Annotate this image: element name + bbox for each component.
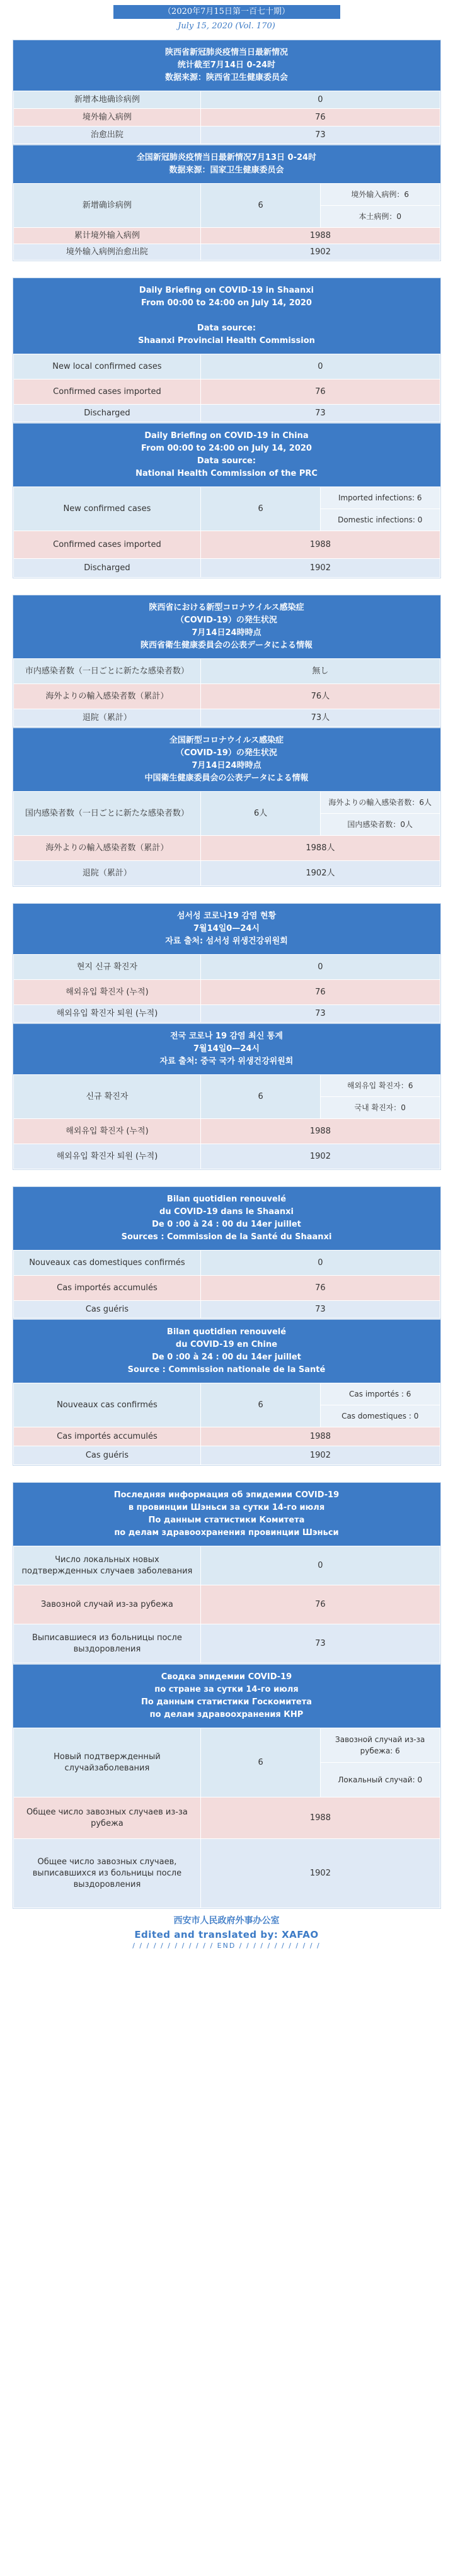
header-line: 数据来源：国家卫生健康委员会 [169, 166, 284, 175]
stat-row [13, 980, 440, 1005]
stat-value: 1988 [201, 531, 440, 559]
stat-row [13, 127, 440, 144]
china-briefing-header [13, 1024, 440, 1074]
shaanxi-briefing-header [13, 904, 440, 954]
shaanxi-briefing-card [13, 40, 441, 145]
stat-row [13, 354, 440, 380]
stat-row [13, 1276, 440, 1301]
imported-subvalue: Imported infections: 6 [320, 487, 440, 509]
header-line: 자료 출처: 섬서성 위생건강위원회 [165, 936, 288, 946]
header-line: Shaanxi Provincial Health Commission [138, 336, 315, 346]
stat-value: 6 [201, 184, 321, 228]
stat-row [13, 1005, 440, 1023]
shaanxi-briefing-header [13, 1187, 440, 1250]
header-line: 全国新型コロナウイルス感染症 [169, 736, 284, 745]
header-line: 섬서성 코로나19 감염 현황 [176, 911, 277, 921]
stat-value: 1902 [201, 1446, 440, 1465]
new-cases-row [13, 792, 440, 814]
stat-label: Nouveaux cas domestiques confirmés [13, 1251, 201, 1276]
header-line: Daily Briefing on COVID-19 in China [144, 431, 309, 441]
china-briefing-header [13, 1665, 440, 1728]
stat-label: 新增本地确诊病例 [13, 91, 201, 109]
china-stats-table [13, 791, 440, 886]
stat-value: 0 [201, 1546, 440, 1585]
stat-label: Выписавшиеся из больницы после выздоровления [13, 1624, 201, 1663]
stat-label: Завозной случай из-за рубежа [13, 1585, 201, 1624]
imported-subvalue: 境外输入病例：6 [320, 184, 440, 206]
china-briefing-card [13, 1664, 441, 1909]
footer-editor-credit: Edited and translated by: XAFAO [134, 1929, 319, 1940]
stat-row [13, 955, 440, 980]
header-line: По данным статистики Комитета [148, 1516, 305, 1525]
stat-row [13, 405, 440, 422]
new-cases-row [13, 1383, 440, 1405]
section-ru [0, 1482, 453, 1909]
header-line: Source : Commission nationale de la Santé [127, 1365, 326, 1375]
stat-value: 76人 [201, 684, 440, 709]
stat-row [13, 228, 440, 244]
shaanxi-briefing-card [13, 1482, 441, 1664]
stat-row [13, 1144, 440, 1169]
stat-row [13, 1251, 440, 1276]
header-line: 7月14日24時時点 [192, 628, 261, 638]
shaanxi-stats-table [13, 354, 440, 422]
shaanxi-briefing-header [13, 595, 440, 658]
china-briefing-header [13, 424, 440, 487]
stat-value: 73人 [201, 709, 440, 727]
stat-value: 76 [201, 109, 440, 127]
header-line: в провинции Шэньси за сутки 14-го июля [128, 1503, 325, 1512]
stat-label: 海外よりの輸入感染者数（累計） [13, 836, 201, 861]
stat-value: 76 [201, 1585, 440, 1624]
china-briefing-card [13, 423, 441, 578]
domestic-subvalue: 국내 확진자：0 [320, 1097, 440, 1119]
header-line: 7월14일0—24시 [193, 1044, 260, 1054]
stat-value: 76 [201, 380, 440, 405]
header-line: по делам здравоохранения КНР [149, 1710, 304, 1719]
header-line: 7月14日24時時点 [192, 761, 261, 770]
stat-value: 1988 [201, 1119, 440, 1144]
header-line: Data source: [197, 456, 256, 466]
stat-value: 1902 [201, 559, 440, 578]
header-line: 数据来源：陕西省卫生健康委员会 [164, 73, 288, 82]
stat-value: 1902 [201, 1144, 440, 1169]
header-line: Daily Briefing on COVID-19 in Shaanxi [139, 286, 314, 295]
header-line: 陝西省における新型コロナウイルス感染症 [149, 603, 304, 612]
stat-row [13, 1624, 440, 1663]
stat-value: 1988 [201, 1797, 440, 1839]
domestic-subvalue: Cas domestiques : 0 [320, 1405, 440, 1427]
header-line: По данным статистики Госкомитета [140, 1697, 312, 1707]
shaanxi-briefing-card [13, 1186, 441, 1319]
stat-label: Общее число завозных случаев из-за рубежа [13, 1797, 201, 1839]
stat-value: 76 [201, 980, 440, 1005]
shaanxi-stats-table [13, 1546, 440, 1663]
stat-label: Confirmed cases imported [13, 380, 201, 405]
stat-row [13, 1446, 440, 1465]
imported-subvalue: Завозной случай из-за рубежа: 6 [320, 1728, 440, 1763]
header-line: Sources : Commission de la Santé du Shaanxi [121, 1232, 332, 1242]
stat-row [13, 836, 440, 861]
footer-end-marker: / / / / / / / / / / / / END / / / / / / / / / / / / [132, 1942, 321, 1950]
china-briefing-card [13, 1319, 441, 1466]
issue-banner: （2020年7月15日第一百七十期） [113, 5, 340, 19]
stat-row [13, 380, 440, 405]
stat-label: 현지 신규 확진자 [13, 955, 201, 980]
china-briefing-card [13, 728, 441, 887]
china-stats-table [13, 183, 440, 261]
stat-value: 1988 [201, 1427, 440, 1446]
stat-row [13, 1546, 440, 1585]
stat-label: Новый подтвержденный случайзаболевания [13, 1728, 201, 1797]
stat-label: Nouveaux cas confirmés [13, 1383, 201, 1427]
stat-value: 6人 [201, 792, 321, 836]
header-line: 자료 출처: 중국 국가 위생건강위원회 [159, 1057, 294, 1066]
header-line: （COVID-19）の発生状況 [176, 748, 277, 758]
stat-label: 国内感染者数（一日ごとに新たな感染者数） [13, 792, 201, 836]
shaanxi-stats-table [13, 658, 440, 727]
domestic-subvalue: Domestic infections: 0 [320, 509, 440, 531]
stat-label: Confirmed cases imported [13, 531, 201, 559]
stat-row [13, 1119, 440, 1144]
domestic-subvalue: 国内感染者数：0人 [320, 814, 440, 836]
stat-row [13, 659, 440, 684]
shaanxi-briefing-card [13, 595, 441, 728]
stat-row [13, 1585, 440, 1624]
stat-label: 신규 확진자 [13, 1075, 201, 1119]
shaanxi-stats-table [13, 954, 440, 1023]
shaanxi-briefing-card [13, 903, 441, 1023]
header-line: Bilan quotidien renouvelé [166, 1195, 287, 1204]
china-briefing-card [13, 1023, 441, 1170]
stat-label: 海外よりの輸入感染者数（累計） [13, 684, 201, 709]
stat-value: 1902 [201, 1839, 440, 1908]
stat-label: Cas importés accumulés [13, 1276, 201, 1301]
header-line: From 00:00 to 24:00 on July 14, 2020 [141, 298, 312, 308]
stat-value: 73 [201, 1624, 440, 1663]
china-briefing-header [13, 145, 440, 183]
imported-subvalue: 해외유입 확진자：6 [320, 1075, 440, 1097]
stat-label: 境外输入病例 [13, 109, 201, 127]
stat-label: 해외유입 확진자 퇴원 (누적) [13, 1144, 201, 1169]
stat-row [13, 109, 440, 127]
stat-label: Cas importés accumulés [13, 1427, 201, 1446]
stat-value: 無し [201, 659, 440, 684]
imported-subvalue: Cas importés : 6 [320, 1383, 440, 1405]
stat-label: 退院（累計） [13, 861, 201, 886]
shaanxi-briefing-header [13, 278, 440, 354]
header-line: De 0 :00 à 24 : 00 du 14er juillet [152, 1353, 301, 1362]
header-line: From 00:00 to 24:00 on July 14, 2020 [141, 444, 312, 453]
bulletin-sections [0, 40, 453, 1909]
section-en [0, 278, 453, 578]
domestic-subvalue: Локальный случай: 0 [320, 1763, 440, 1797]
stat-label: 해외유입 확진자 (누적) [13, 1119, 201, 1144]
stat-label: 市内感染者数（一日ごとに新たな感染者数） [13, 659, 201, 684]
stat-label: 退院（累計） [13, 709, 201, 727]
stat-row [13, 861, 440, 886]
shaanxi-stats-table [13, 1250, 440, 1319]
stat-label: Число локальных новых подтвержденных случаев заболевания [13, 1546, 201, 1585]
header-line: 전국 코로나 19 감염 최신 통계 [170, 1032, 283, 1041]
header-line: 全国新冠肺炎疫情当日最新情况7月13日 0-24时 [136, 153, 317, 162]
shaanxi-briefing-card [13, 278, 441, 423]
stat-label: 新增确诊病例 [13, 184, 201, 228]
stat-value: 1902 [201, 244, 440, 261]
header-line: 陝西省衛生健康委員会の公表データによる情報 [140, 641, 313, 650]
stat-value: 0 [201, 955, 440, 980]
china-stats-table [13, 1383, 440, 1465]
header-line: （COVID-19）の発生状況 [176, 616, 277, 625]
stat-row [13, 531, 440, 559]
stat-value: 73 [201, 1005, 440, 1023]
new-cases-row [13, 184, 440, 206]
china-stats-table [13, 487, 440, 578]
shaanxi-stats-table [13, 91, 440, 144]
new-cases-row [13, 487, 440, 509]
header-line: 陕西省新冠肺炎疫情当日最新情况 [164, 48, 288, 57]
stat-row [13, 1839, 440, 1908]
header-line: по делам здравоохранения провинции Шэньси [114, 1528, 339, 1538]
stat-label: 해외유입 확진자 퇴원 (누적) [13, 1005, 201, 1023]
section-ja [0, 595, 453, 887]
header-line: Bilan quotidien renouvelé [166, 1327, 287, 1337]
stat-row [13, 91, 440, 109]
stat-value: 73 [201, 405, 440, 422]
header-line: Сводка эпидемии COVID-19 [161, 1672, 292, 1682]
stat-row [13, 559, 440, 578]
stat-value: 0 [201, 91, 440, 109]
stat-value: 1988人 [201, 836, 440, 861]
stat-label: Cas guéris [13, 1446, 201, 1465]
header-line: Data source: [197, 323, 256, 333]
section-zh [0, 40, 453, 261]
stat-value: 6 [201, 1383, 321, 1427]
stat-label: Cas guéris [13, 1301, 201, 1319]
section-fr [0, 1186, 453, 1466]
stat-row [13, 1301, 440, 1319]
china-briefing-card [13, 145, 441, 261]
stat-label: New local confirmed cases [13, 354, 201, 380]
stat-row [13, 684, 440, 709]
domestic-subvalue: 本土病例：0 [320, 206, 440, 228]
stat-row [13, 244, 440, 261]
stat-label: 累计境外输入病例 [13, 228, 201, 244]
stat-value: 73 [201, 127, 440, 144]
stat-value: 0 [201, 1251, 440, 1276]
stat-value: 73 [201, 1301, 440, 1319]
header-line: 7월14일0—24시 [193, 924, 260, 933]
stat-value: 6 [201, 487, 321, 531]
shaanxi-briefing-header [13, 40, 440, 91]
header-line: du COVID-19 en Chine [175, 1340, 278, 1349]
stat-value: 76 [201, 1276, 440, 1301]
header-line [21, 310, 433, 322]
stat-label: Discharged [13, 405, 201, 422]
stat-row [13, 1797, 440, 1839]
header-line: 统计截至7月14日 0-24时 [177, 60, 276, 70]
stat-row [13, 1427, 440, 1446]
header-line: du COVID-19 dans le Shaanxi [159, 1207, 294, 1217]
footer-organization: 西安市人民政府外事办公室 [173, 1916, 280, 1926]
china-stats-table [13, 1728, 440, 1908]
stat-value: 1902人 [201, 861, 440, 886]
stat-label: 治愈出院 [13, 127, 201, 144]
stat-label: New confirmed cases [13, 487, 201, 531]
new-cases-row [13, 1075, 440, 1097]
imported-subvalue: 海外よりの輸入感染者数：6人 [320, 792, 440, 814]
stat-value: 1988 [201, 228, 440, 244]
header-line: по стране за сутки 14-го июля [154, 1685, 299, 1694]
stat-label: Discharged [13, 559, 201, 578]
china-briefing-header [13, 1320, 440, 1383]
header-line: National Health Commission of the PRC [135, 469, 318, 478]
header-line: De 0 :00 à 24 : 00 du 14er juillet [152, 1220, 301, 1229]
china-stats-table [13, 1074, 440, 1169]
stat-row [13, 709, 440, 727]
header-line: Последняя информация об эпидемии COVID-19 [113, 1490, 340, 1500]
shaanxi-briefing-header [13, 1483, 440, 1546]
issue-subtitle: July 15, 2020 (Vol. 170) [178, 21, 275, 31]
section-ko [0, 903, 453, 1170]
stat-label: 해외유입 확진자 (누적) [13, 980, 201, 1005]
stat-label: Общее число завозных случаев, выписавшихся из больницы после выздоровления [13, 1839, 201, 1908]
stat-value: 6 [201, 1728, 321, 1797]
new-cases-row [13, 1728, 440, 1763]
china-briefing-header [13, 728, 440, 791]
header-line: 中国衛生健康委員会の公表データによる情報 [144, 773, 309, 783]
stat-value: 0 [201, 354, 440, 380]
stat-label: 境外输入病例治愈出院 [13, 244, 201, 261]
stat-value: 6 [201, 1075, 321, 1119]
